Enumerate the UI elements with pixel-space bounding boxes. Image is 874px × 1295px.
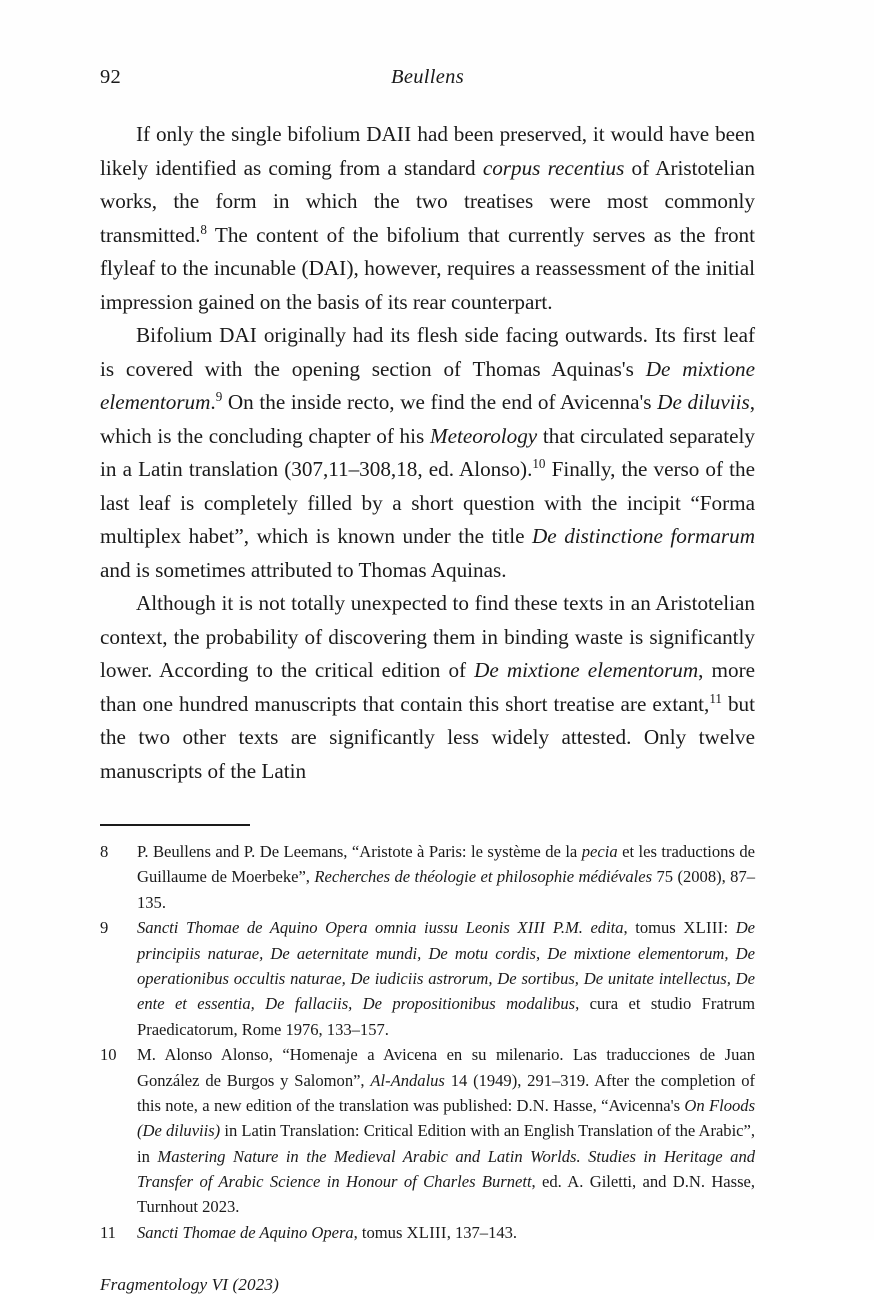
text-run: , more than one hundred manuscripts that contain this short treatise are extant, — [100, 658, 755, 716]
running-head-title: Beullens — [391, 66, 464, 88]
text-run: Although it is not totally unexpected to find these texts in an Aristotelian context, the probability of discovering them in binding waste is significantly lower. According to the critical edition of — [100, 591, 755, 682]
text-run: . — [210, 390, 216, 414]
text-run: 75 (2008), 87–135. — [137, 867, 755, 912]
footnote-reference[interactable]: 8 — [200, 221, 207, 237]
text-run: et les traductions de Guillaume de Moerbeke”, — [137, 842, 755, 887]
text-run: : — [723, 918, 736, 938]
footnotes-list — [100, 839, 755, 1245]
text-run: The content of the bifolium that currently serves as the front flyleaf to the incunable ( — [100, 222, 755, 280]
small-caps-text: XLIII — [683, 918, 724, 938]
page-content — [100, 0, 755, 1295]
small-caps-text: II — [396, 122, 412, 146]
footnote-item — [100, 1042, 755, 1219]
footnote-number: 8 — [100, 842, 109, 861]
italic-text: Sancti Thomae de Aquino Opera — [137, 1222, 354, 1242]
body-paragraph — [100, 587, 755, 788]
italic-text: Meteorology — [429, 423, 538, 448]
text-run: On the inside recto, we find the end of Avicenna's — [222, 390, 658, 414]
running-head — [100, 66, 755, 96]
text-run: 14 (1949), 291–319. After the completion of this note, a new edition of the translation was published: D.N. Hasse, “Avicenna's — [137, 1070, 756, 1115]
footnote-text — [137, 842, 755, 912]
small-caps-italic-text: XIII — [517, 918, 546, 938]
text-run: that circulated separately in a Latin translation (307,11–308,18, ed. Alonso). — [100, 423, 755, 481]
text-run: , which is the concluding chapter of his — [100, 390, 756, 448]
footnote-item — [100, 915, 755, 1041]
body-paragraph — [100, 319, 755, 587]
italic-text: Recherches de théologie et philosophie médiévales — [314, 867, 653, 887]
small-caps-text: I — [249, 323, 258, 347]
text-run: originally had its flesh side facing outwards. Its first leaf is covered with the opening section of Thomas Aquinas's — [100, 323, 755, 381]
page-footer: Fragmentology VI (2023) — [100, 1275, 279, 1295]
italic-text: On Floods (De diluviis) — [137, 1095, 756, 1141]
italic-text: De mixtione elementorum — [474, 658, 699, 682]
footnote-separator-rule — [100, 824, 250, 826]
footnote-item — [100, 839, 755, 915]
text-run: of Aristotelian works, the form in which the two treatises were most commonly transmitted. — [100, 155, 755, 247]
body-paragraph — [100, 118, 755, 319]
italic-text: De mixtione elementorum — [100, 356, 755, 414]
text-run: , cura et studio Fratrum Praedicatorum, Rome 1976, 133–157. — [137, 994, 756, 1039]
italic-text: pecia — [581, 842, 618, 861]
text-run: in Latin Translation: Critical Edition with an English Translation of the Arabic”, in — [137, 1121, 755, 1166]
text-run: and is sometimes attributed to Thomas Aquinas. — [100, 557, 507, 582]
italic-text: Sancti Thomae de Aquino Opera omnia iussu Leonis — [137, 918, 518, 938]
text-run: , 137–143. — [446, 1222, 518, 1242]
footnote-text — [137, 918, 755, 1038]
italic-text: De diluviis — [657, 390, 750, 414]
text-run: M. Alonso Alonso, “Homenaje a Avicena en su milenario. Las traducciones de Juan González de Burgos y Salomon”, — [137, 1045, 755, 1090]
footnote-text — [137, 1045, 755, 1216]
text-run: , ed. A. Giletti, and D.N. Hasse, Turnhout 2023. — [137, 1171, 755, 1217]
text-run: , tomus — [623, 918, 684, 938]
text-run: Finally, the verso of the last leaf is completely filled by a short question with the incipit “Forma multiplex habet”, which is known under the title — [100, 457, 755, 548]
italic-text: De distinctione formarum — [532, 524, 755, 548]
footnote-reference[interactable]: 10 — [532, 455, 546, 471]
italic-text: corpus recentius — [482, 155, 625, 180]
text-run: , tomus — [353, 1222, 407, 1242]
italic-text: P.M. edita — [545, 918, 624, 938]
text-run: DA — [219, 323, 250, 347]
footnote-number: 10 — [100, 1045, 117, 1065]
text-run: DA — [366, 122, 397, 146]
footnote-reference[interactable]: 9 — [215, 388, 223, 404]
text-run: had been preserved, it would have been likely identified as coming from a standard — [100, 122, 755, 180]
italic-text: De principiis naturae, De aeternitate mundi, De motu cordis, De mixtione elementorum, De operationibus occultis naturae, De iudiciis astrorum, De sortibus, De unitate intellectus, De ente et essentia, De fallaciis, De propositionibus modalibus — [137, 918, 755, 1014]
footnote-reference[interactable]: 11 — [709, 690, 722, 706]
body-text — [100, 118, 755, 788]
text-run: P. Beullens and P. De Leemans, “Aristote à Paris: le système de la — [137, 842, 582, 861]
text-run: Bifolium — [136, 323, 220, 347]
small-caps-text: I — [339, 256, 347, 280]
footnote-number: 9 — [100, 918, 109, 938]
page-number: 92 — [100, 66, 121, 88]
italic-text: Al-Andalus — [370, 1070, 445, 1090]
footnote-number: 11 — [100, 1222, 116, 1242]
text-run: but the two other texts are significantly less widely attested. Only twelve manuscripts of the Latin — [100, 691, 755, 783]
footnote-text — [137, 1223, 517, 1242]
small-caps-text: XLIII — [406, 1222, 447, 1242]
footnote-item — [100, 1220, 755, 1245]
text-run: ), however, requires a reassessment of the initial impression gained on the basis of its rear counterpart. — [100, 256, 756, 314]
text-run: If only the single bifolium — [136, 122, 367, 146]
italic-text: Mastering Nature in the Medieval Arabic and Latin Worlds. Studies in Heritage and Transfer of Arabic Science in Honour of Charles Burnett — [137, 1146, 755, 1191]
text-run: DA — [308, 256, 340, 280]
